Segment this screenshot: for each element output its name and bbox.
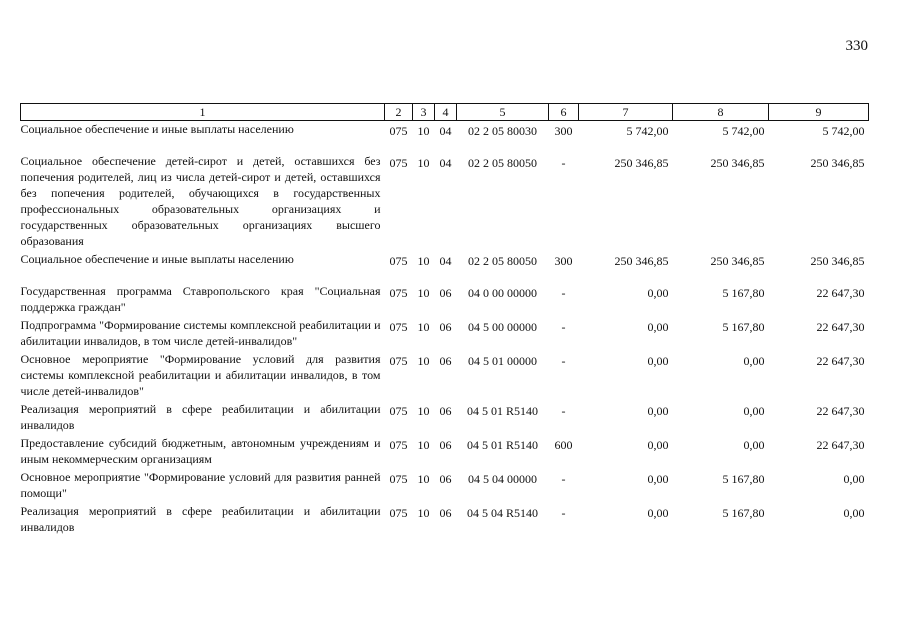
row-section: 10 [417, 354, 430, 368]
row-amount-col7: 250 346,85 [614, 156, 669, 170]
row-amount-col7: 0,00 [647, 404, 669, 418]
row-target-article: 02 2 05 80030 [468, 124, 537, 138]
table-row [21, 317, 869, 351]
row-amount-col9: 22 647,30 [816, 404, 865, 418]
row-ministry-code: 075 [389, 156, 408, 170]
table-header [21, 104, 869, 121]
row-amount-col7: 0,00 [647, 438, 669, 452]
row-expense-type: 300 [554, 254, 573, 268]
row-section: 10 [417, 156, 430, 170]
row-expense-type: 300 [554, 124, 573, 138]
row-subsection: 04 [439, 254, 452, 268]
row-amount-col9: 250 346,85 [810, 156, 865, 170]
row-name: Основное мероприятие "Формирование условий для развития ранней помощи" [20, 470, 381, 500]
row-amount-col9: 0,00 [843, 506, 865, 520]
row-section: 10 [417, 286, 430, 300]
table-row [21, 469, 869, 503]
row-amount-col8: 5 167,80 [722, 320, 765, 334]
row-amount-col8: 5 167,80 [722, 472, 765, 486]
row-name: Предоставление субсидий бюджетным, автономным учреждениям и иным некоммерческим организациям [20, 436, 381, 466]
page-number: 330 [845, 38, 868, 54]
table-row [21, 283, 869, 317]
header-col-5: 5 [457, 104, 549, 121]
row-name: Основное мероприятие "Формирование условий для развития системы комплексной реабилитации и абилитации инвалидов, в том числе детей-инвалидов" [20, 352, 381, 398]
budget-table [20, 103, 869, 537]
row-ministry-code: 075 [389, 354, 408, 368]
header-col-3: 3 [413, 104, 435, 121]
row-target-article: 04 5 01 R5140 [466, 438, 538, 452]
row-ministry-code: 075 [389, 472, 408, 486]
row-amount-col8: 5 742,00 [722, 124, 765, 138]
row-subsection: 04 [439, 156, 452, 170]
row-name: Социальное обеспечение и иные выплаты населению [20, 252, 294, 266]
row-amount-col8: 250 346,85 [710, 254, 765, 268]
row-section: 10 [417, 124, 430, 138]
row-subsection: 06 [439, 438, 452, 452]
row-subsection: 06 [439, 506, 452, 520]
row-ministry-code: 075 [389, 506, 408, 520]
table-body [21, 121, 869, 538]
row-expense-type: - [561, 506, 566, 520]
row-name: Реализация мероприятий в сфере реабилитации и абилитации инвалидов [20, 402, 381, 432]
row-amount-col7: 0,00 [647, 506, 669, 520]
row-ministry-code: 075 [389, 404, 408, 418]
row-ministry-code: 075 [389, 320, 408, 334]
header-col-7: 7 [579, 104, 673, 121]
row-amount-col7: 250 346,85 [614, 254, 669, 268]
row-target-article: 02 2 05 80050 [468, 254, 537, 268]
table-row [21, 153, 869, 251]
row-amount-col9: 22 647,30 [816, 320, 865, 334]
header-col-6: 6 [549, 104, 579, 121]
row-amount-col7: 0,00 [647, 286, 669, 300]
header-col-8: 8 [673, 104, 769, 121]
row-amount-col9: 22 647,30 [816, 286, 865, 300]
table-row [21, 401, 869, 435]
row-subsection: 06 [439, 320, 452, 334]
row-subsection: 04 [439, 124, 452, 138]
row-amount-col8: 0,00 [743, 404, 765, 418]
row-expense-type: - [561, 404, 566, 418]
table-row [21, 351, 869, 401]
row-expense-type: 600 [554, 438, 573, 452]
row-expense-type: - [561, 472, 566, 486]
row-amount-col8: 0,00 [743, 354, 765, 368]
row-section: 10 [417, 438, 430, 452]
row-amount-col7: 0,00 [647, 472, 669, 486]
row-amount-col7: 5 742,00 [626, 124, 669, 138]
table-row [21, 251, 869, 283]
table-row [21, 435, 869, 469]
row-subsection: 06 [439, 404, 452, 418]
row-amount-col9: 5 742,00 [822, 124, 865, 138]
row-target-article: 04 5 04 R5140 [466, 506, 538, 520]
row-target-article: 04 5 01 00000 [468, 354, 537, 368]
row-name: Социальное обеспечение и иные выплаты населению [20, 122, 294, 136]
row-amount-col9: 0,00 [843, 472, 865, 486]
row-ministry-code: 075 [389, 124, 408, 138]
row-subsection: 06 [439, 472, 452, 486]
header-col-4: 4 [435, 104, 457, 121]
row-ministry-code: 075 [389, 438, 408, 452]
row-subsection: 06 [439, 286, 452, 300]
row-expense-type: - [561, 320, 566, 334]
row-target-article: 04 5 04 00000 [468, 472, 537, 486]
row-amount-col7: 0,00 [647, 354, 669, 368]
table-row [21, 121, 869, 154]
table-row [21, 503, 869, 537]
row-amount-col9: 22 647,30 [816, 438, 865, 452]
row-amount-col8: 5 167,80 [722, 506, 765, 520]
header-col-2: 2 [385, 104, 413, 121]
row-target-article: 04 5 00 00000 [468, 320, 537, 334]
row-target-article: 04 0 00 00000 [468, 286, 537, 300]
row-name: Социальное обеспечение детей-сирот и детей, оставшихся без попечения родителей, лиц из числа детей-сирот и детей, оставшихся без попечения родителей, обучающихся в государственных профессиональных образовательных организациях и государственных образовательных организациях высшего образования [20, 154, 381, 248]
row-amount-col9: 250 346,85 [810, 254, 865, 268]
row-expense-type: - [561, 354, 566, 368]
row-target-article: 04 5 01 R5140 [466, 404, 538, 418]
row-ministry-code: 075 [389, 254, 408, 268]
row-section: 10 [417, 404, 430, 418]
row-name: Реализация мероприятий в сфере реабилитации и абилитации инвалидов [20, 504, 381, 534]
row-amount-col8: 0,00 [743, 438, 765, 452]
row-section: 10 [417, 506, 430, 520]
row-amount-col7: 0,00 [647, 320, 669, 334]
row-target-article: 02 2 05 80050 [468, 156, 537, 170]
row-amount-col8: 5 167,80 [722, 286, 765, 300]
row-section: 10 [417, 472, 430, 486]
row-section: 10 [417, 320, 430, 334]
header-col-9: 9 [769, 104, 869, 121]
row-name: Подпрограмма "Формирование системы комплексной реабилитации и абилитации инвалидов, в том числе детей-инвалидов" [20, 318, 381, 348]
row-amount-col8: 250 346,85 [710, 156, 765, 170]
row-subsection: 06 [439, 354, 452, 368]
row-name: Государственная программа Ставропольского края "Социальная поддержка граждан" [20, 284, 381, 314]
row-section: 10 [417, 254, 430, 268]
row-expense-type: - [561, 156, 566, 170]
row-amount-col9: 22 647,30 [816, 354, 865, 368]
header-col-1: 1 [21, 104, 385, 121]
row-ministry-code: 075 [389, 286, 408, 300]
row-expense-type: - [561, 286, 566, 300]
